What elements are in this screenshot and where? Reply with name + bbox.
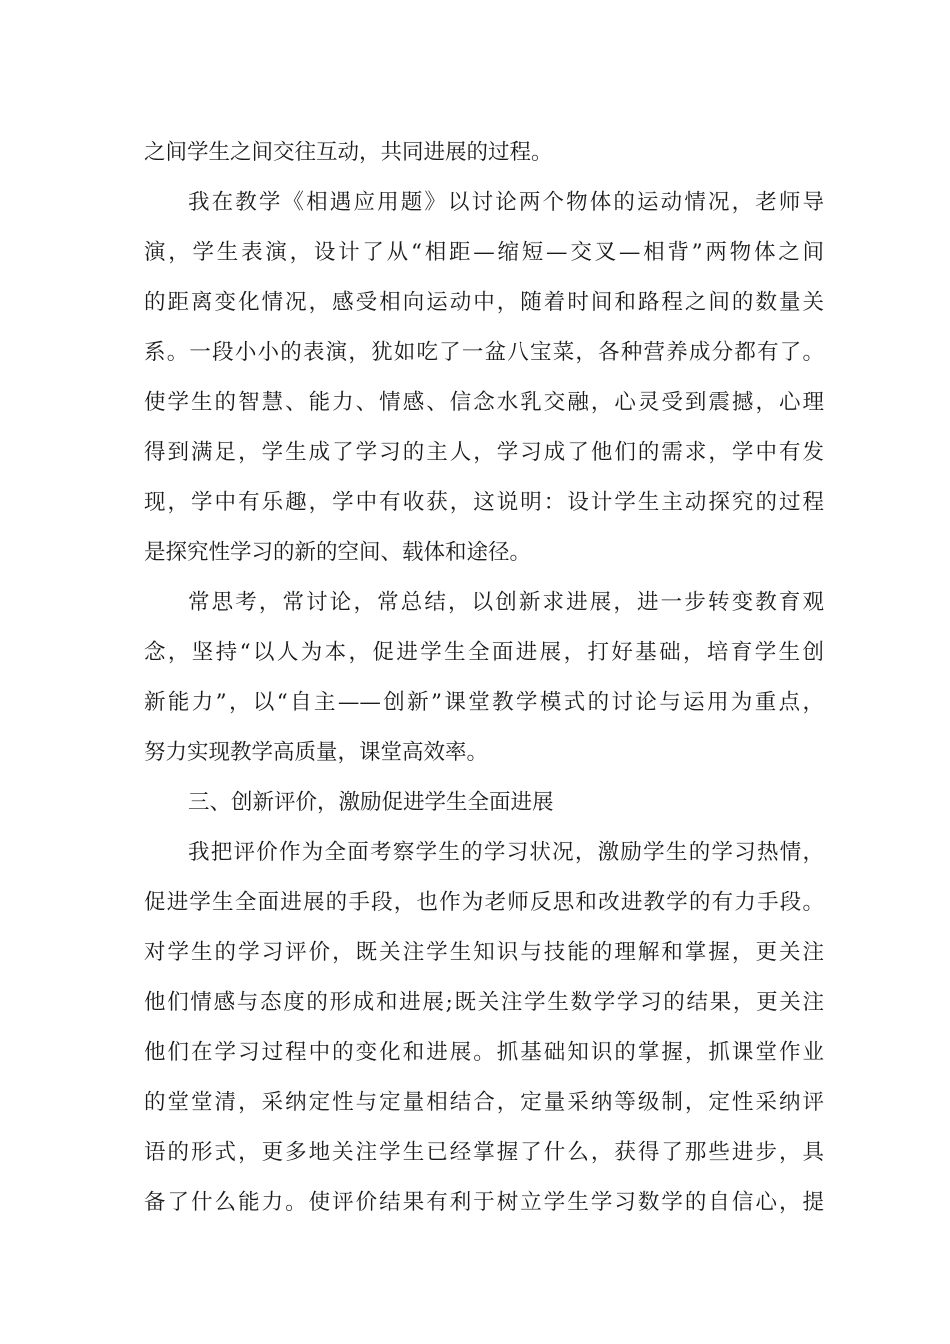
- text-line: 演，学生表演，设计了从“相距—缩短—交叉—相背”两物体之间: [144, 240, 824, 265]
- text-line: 的距离变化情况，感受相向运动中，随着时间和路程之间的数量关: [144, 290, 824, 315]
- text-line: 之间学生之间交往互动，共同进展的过程。: [144, 140, 553, 165]
- text-line: 现，学中有乐趣，学中有收获，这说明：设计学生主动探究的过程: [144, 490, 824, 515]
- text-line: 努力实现教学高质量，课堂高效率。: [144, 740, 489, 765]
- text-line: 新能力”，以“自主——创新”课堂教学模式的讨论与运用为重点，: [144, 690, 824, 715]
- document-body: [144, 128, 824, 1228]
- text-line: 他们情感与态度的形成和进展;既关注学生数学学习的结果，更关注: [144, 990, 824, 1015]
- paragraph-first-line: 三、创新评价，激励促进学生全面进展: [188, 790, 554, 815]
- text-line: 得到满足，学生成了学习的主人，学习成了他们的需求，学中有发: [144, 440, 824, 465]
- text-line: 语的形式，更多地关注学生已经掌握了什么，获得了那些进步，具: [144, 1140, 824, 1165]
- text-line: 的堂堂清，采纳定性与定量相结合，定量采纳等级制，定性采纳评: [144, 1090, 824, 1115]
- text-line: 备了什么能力。使评价结果有利于树立学生学习数学的自信心，提: [144, 1190, 824, 1215]
- paragraph-first-line: 常思考，常讨论，常总结，以创新求进展，进一步转变教育观: [188, 590, 824, 615]
- text-line: 对学生的学习评价，既关注学生知识与技能的理解和掌握，更关注: [144, 940, 824, 965]
- text-line: 他们在学习过程中的变化和进展。抓基础知识的掌握，抓课堂作业: [144, 1040, 824, 1065]
- paragraph-first-line: 我把评价作为全面考察学生的学习状况，激励学生的学习热情，: [188, 840, 824, 865]
- text-line: 念，坚持“以人为本，促进学生全面进展，打好基础，培育学生创: [144, 640, 824, 665]
- text-line: 使学生的智慧、能力、情感、信念水乳交融，心灵受到震撼，心理: [144, 390, 824, 415]
- text-line: 是探究性学习的新的空间、载体和途径。: [144, 540, 532, 565]
- text-line: 系。一段小小的表演，犹如吃了一盆八宝菜，各种营养成分都有了。: [144, 340, 824, 365]
- paragraph-first-line: 我在教学《相遇应用题》以讨论两个物体的运动情况，老师导: [188, 190, 824, 215]
- text-line: 促进学生全面进展的手段，也作为老师反思和改进教学的有力手段。: [144, 890, 824, 915]
